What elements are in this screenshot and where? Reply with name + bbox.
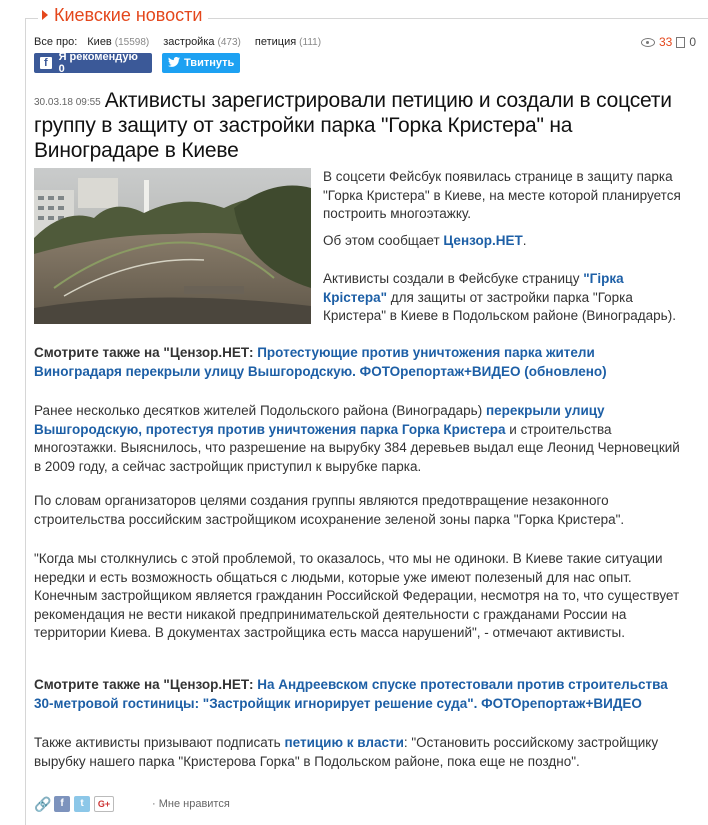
censor-net-link[interactable]: Цензор.НЕТ [443,233,523,248]
eye-icon [641,38,655,47]
article-date: 30.03.18 09:55 [34,97,101,108]
link-icon[interactable]: 🔗 [34,796,52,812]
vyshgorodskaya-link[interactable]: перекрыли улицу Вышгородскую, протестуя против уничтожения парка Горка Кристера [34,403,605,437]
like-button[interactable]: · Мне нравится [152,798,230,810]
paragraph-2: Активисты создали в Фейсбуке страницу "Гірка Крістера" для защиты от застройки парка "Горка Кристера" в Киеве в Подольском районе (Виноградарь). [323,271,676,323]
tags-label: Все про: [34,36,78,48]
article-stats [641,35,696,49]
see-also-2-link[interactable]: На Андреевском спуске протестовали против строительства 30-метровой гостиницы: "Застройщик игнорирует решение суда". ФОТОрепортаж+ВИДЕО [34,677,668,711]
paragraph-1: В соцсети Фейсбук появилась странице в защиту парка "Горка Кристера" в Киеве, на месте которой планируется построить многоэтажку. [323,169,681,221]
article-headline [34,89,684,164]
section-title[interactable] [38,4,208,26]
paragraph-petition: Также активисты призывают подписать петицию к власти: "Остановить российскому застройщику вырубку нашего парка "Кристерова Горка" в Подольском районе, пока еще не поздно". [34,735,659,769]
comments-count[interactable]: 0 [689,35,696,49]
see-also-1-link[interactable]: Протестующие против уничтожения парка жители Виноградаря перекрыли улицу Вышгородскую. ФОТОрепортаж+ВИДЕО (обновлено) [34,345,607,379]
see-also-2-label: Смотрите также на "Цензор.НЕТ: [34,677,258,692]
triangle-right-icon [42,10,48,20]
paragraph-4: По словам организаторов целями создания группы являются предотвращение незаконного строительства российским застройщиком исохранение зеленой зоны парка "Горка Кристера". [34,493,625,527]
paragraph-quote: "Когда мы столкнулись с этой проблемой, то оказалось, что мы не одиноки. В Киеве такие ситуации нередки и есть возможность общаться с людьми, которые уже имеют полезеный для нас опыт. Конечным застройщиком является гражданин Российской Федерации, несмотря на то, что существует рекомендация не вести никакой предпринимательской деятельности с гражданами России на территории Киева. В документах застройщика есть масса нарушений", - отмечают активисты. [34,551,680,640]
tag-kiev[interactable]: Киев (15598) [87,36,150,48]
google-plus-icon[interactable]: G+ [94,796,114,812]
see-also-1-label: Смотрите также на "Цензор.НЕТ: [34,345,258,360]
facebook-recommend-button[interactable]: f Я рекомендую 0 [34,53,152,73]
article-title: Активисты зарегистрировали петицию и создали в соцсети группу в защиту от застройки парка "Горка Кристера" на Виноградаре в Киеве [34,89,672,162]
see-also-2 [34,676,674,713]
paragraph-source: Об этом сообщает Цензор.НЕТ. [323,233,527,248]
paragraph-3: Ранее несколько десятков жителей Подольского района (Виноградарь) перекрыли улицу Вышгородскую, протестуя против уничтожения парка Горка Кристера и строительства многоэтажки. Выяснилось, что разрешение на вырубку 384 деревьев выдал еще Леонид Черновецкий в 2009 году, а сейчас застройщик приступил к вырубке парка. [34,403,680,474]
see-also-1 [34,344,674,381]
petition-link[interactable]: петицию к власти [284,735,404,750]
views-count: 33 [658,35,673,49]
tweet-button[interactable]: Твитнуть [162,53,240,73]
share-buttons [34,53,240,73]
facebook-icon: f [40,57,52,69]
section-title-text: Киевские новости [54,5,203,25]
article-photo[interactable] [34,168,311,324]
twitter-share-icon[interactable]: t [74,796,90,812]
bottom-share-bar [34,796,230,812]
tags-row [34,36,335,48]
twitter-bird-icon [168,57,178,69]
tag-zastroyka[interactable]: застройка (473) [163,36,241,48]
tag-petitsiya[interactable]: петиция (111) [254,36,322,48]
facebook-share-icon[interactable]: f [54,796,70,812]
comment-icon[interactable] [676,37,685,48]
girka-kristera-link[interactable]: "Гірка Крістера" [323,271,624,305]
